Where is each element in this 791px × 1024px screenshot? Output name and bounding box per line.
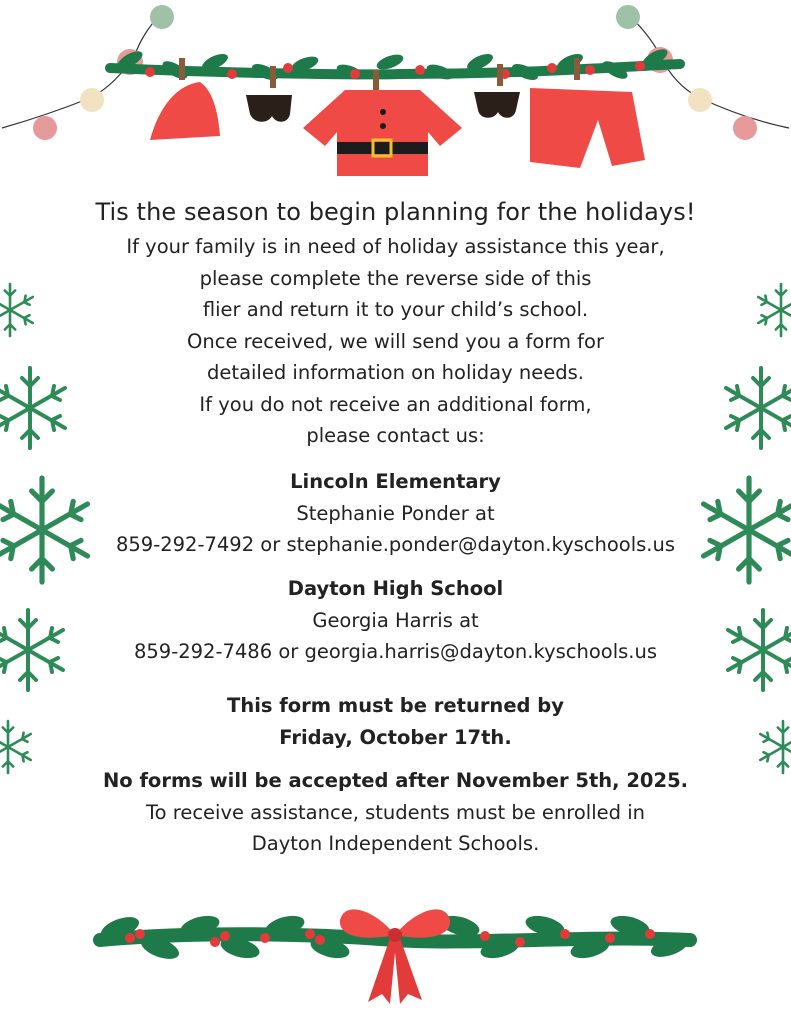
contact-person: Georgia Harris at [312,608,479,632]
school-name: Lincoln Elementary [290,470,501,493]
contact-details: 859-292-7492 or stephanie.ponder@dayton.kyschools.us [115,533,676,556]
eligibility-line: To receive assistance, students must be enrolled in [146,800,645,824]
contact-dayton-high-school [0,573,791,668]
contact-details: 859-292-7486 or georgia.harris@dayton.kyschools.us [133,640,657,663]
final-notice: No forms will be accepted after November 5th, 2025. [102,769,689,792]
intro-line: please complete the reverse side of this [199,266,592,290]
final-notice-block [0,765,791,860]
contact-person: Stephanie Ponder at [296,501,495,525]
intro-paragraph [0,231,791,452]
eligibility-line: Dayton Independent Schools. [251,832,540,855]
intro-line: flier and return it to your child’s school. [202,298,589,321]
contact-lincoln-elementary [0,466,791,561]
intro-line: If your family is in need of holiday assistance this year, [126,235,665,258]
intro-line: Once received, we will send you a form for [187,329,604,353]
school-name: Dayton High School [287,577,504,600]
intro-line: please contact us: [306,424,485,447]
intro-line: If you do not receive an additional form, [199,392,592,416]
intro-line: detailed information on holiday needs. [207,361,584,384]
deadline-line: Friday, October 17th. [279,725,512,749]
clothesline-garland-icon [0,0,791,185]
return-deadline [0,690,791,753]
deadline-line: This form must be returned by [227,694,564,717]
heading: Tis the season to begin planning for the holidays! [95,198,696,226]
holly-bow-garland-icon [90,890,700,1010]
